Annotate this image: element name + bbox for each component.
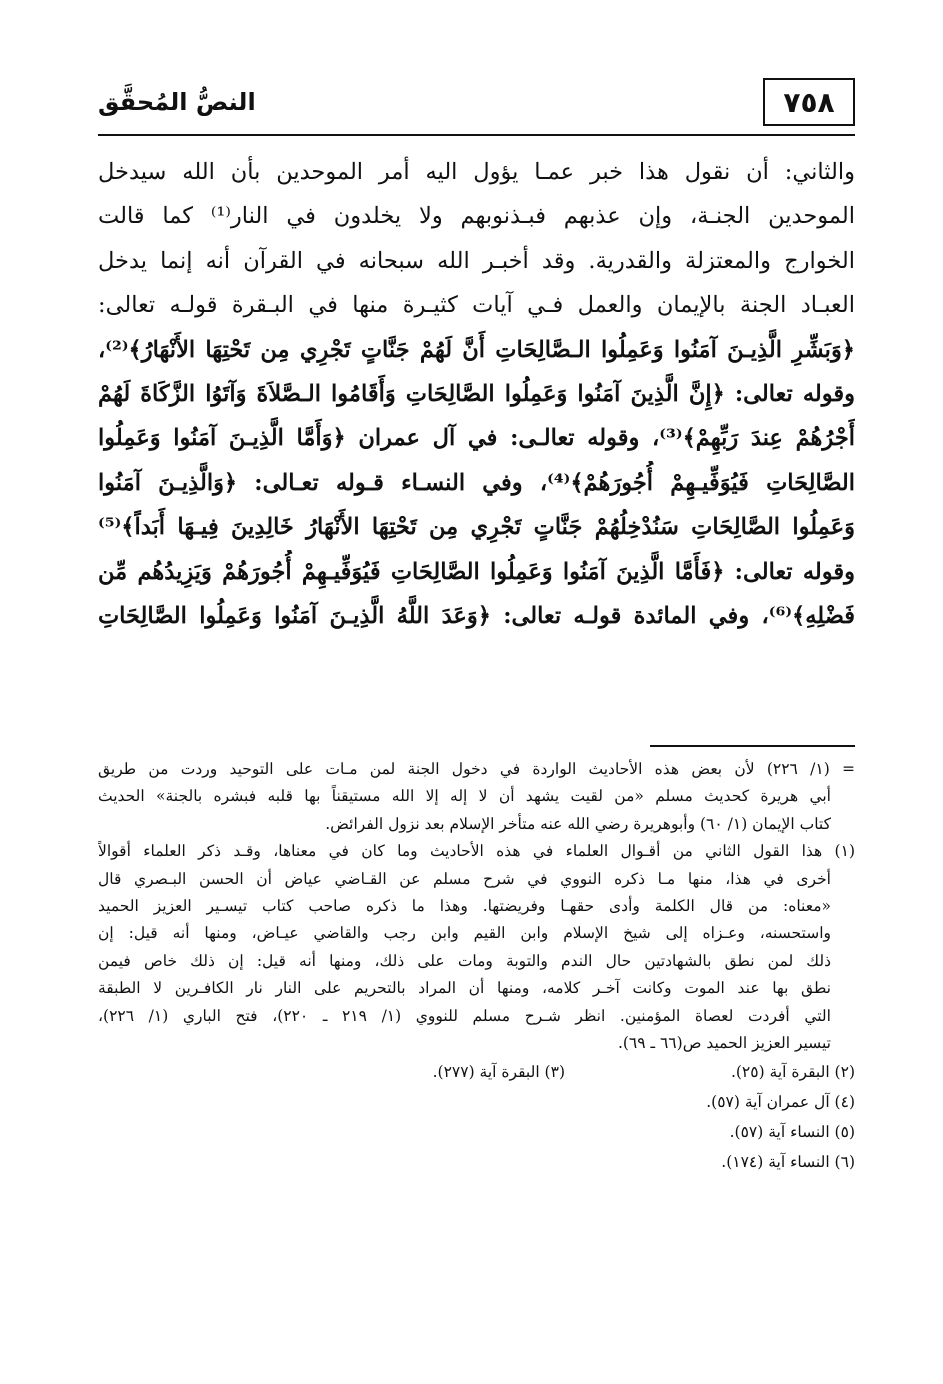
quran-verse-line: الصَّالِحَاتِ فَيُوَفِّيـهِمْ أُجُورَهُمْ﴾⁽⁴⁾، وفي النسـاء قـوله تعـالى: ﴿وَالَّذِيـنَ آمَنُوا xyxy=(98,469,855,496)
footnote-1-line: نطق بها عند الموت وكانت آخـر كلامه، ومنها أن المراد بالتحريم على النار نار الكافـرين لا الطبقة xyxy=(98,979,831,998)
footnote-6: (٦) النساء آية (١٧٤). xyxy=(721,1153,855,1172)
quran-verse-line: وَعَمِلُوا الصَّالِحَاتِ سَنُدْخِلُهُمْ جَنَّاتٍ تَجْرِي مِن تَحْتِهَا الأَنْهَارُ خَالِدِينَ فِيـهَا أَبَداً﴾⁽⁵⁾ xyxy=(98,514,855,541)
footnote-1-line: ذلك لمن نطق بالشهادتين حال الندم والتوبة ومات على ذلك، ومنها أنه قيل: إن ذلك خاص فيمن xyxy=(98,951,831,970)
footnote-continuation-line: أبي هريرة كحديث مسلم «من لقيت يشهد أن لا إله إلا الله مستيقناً بها قلبه فبشره بالجنة» الحديث xyxy=(98,787,831,806)
text-line: الموحدين الجنـة، وإن عذبهم فبـذنوبهم ولا يخلدون في النار⁽¹⁾ كما قالت xyxy=(98,203,855,230)
quran-verse-line: وقوله تعالى: ﴿إِنَّ الَّذِينَ آمَنُوا وَعَمِلُوا الصَّالِحَاتِ وَأَقَامُوا الـصَّلاَةَ وَآتَوُا الزَّكَاةَ لَهُمْ xyxy=(98,380,855,407)
footnote-2-3-row xyxy=(98,1057,855,1087)
footnote-1-line: «معناه: من قال الكلمة وأدى حقهـا وفريضتها. وهذا ما ذكره صاحب كتاب تيسـير العزيز الحميد xyxy=(98,896,831,915)
footnote-5: (٥) النساء آية (٥٧). xyxy=(729,1123,855,1142)
footnote-3: (٣) البقرة آية (٢٧٧). xyxy=(432,1063,565,1082)
footnote-1-line: التي أفردت لعصاة المؤمنين. انظر شـرح مسلم للنووي (١/ ٢١٩ ـ ٢٢٠)، فتح الباري (١/ ٢٢٦)، xyxy=(98,1006,831,1025)
quran-verse-line: ﴿وَبَشِّرِ الَّذِيـنَ آمَنُوا وَعَمِلُوا الـصَّالِحَاتِ أَنَّ لَهُمْ جَنَّاتٍ تَجْرِي مِن تَحْتِهَا الأَنْهَارُ﴾⁽²⁾، xyxy=(98,336,855,363)
footnote-1-line: أخرى في هذا، منها مـا ذكره النووي في شرح مسلم عن القـاضي عياض أن الحسن البـصري قال xyxy=(98,869,831,888)
footnote-4: (٤) آل عمران آية (٥٧). xyxy=(706,1093,855,1112)
main-text xyxy=(98,150,855,638)
page-header xyxy=(98,78,855,130)
quran-verse-line: أَجْرُهُمْ عِندَ رَبِّهِمْ﴾⁽³⁾، وقوله تعالـى: في آل عمران ﴿وَأَمَّا الَّذِيـنَ آمَنُوا وَعَمِلُوا xyxy=(98,425,855,452)
footnotes xyxy=(98,756,855,1177)
footnote-1-line: واستحسنه، وعـزاه إلى شيخ الإسلام وابن القيم وابن رجب والقاضي عيـاض، ومنها أنه قيل: إن xyxy=(98,924,831,943)
footnote-2: (٢) البقرة آية (٢٥). xyxy=(730,1063,855,1082)
text-line: والثاني: أن نقول هذا خبر عمـا يؤول اليه أمر الموحدين بأن الله سيدخل xyxy=(98,159,855,185)
page-number: ٧٥٨ xyxy=(763,78,855,126)
text-line: الخوارج والمعتزلة والقدرية. وقد أخبـر الله سبحانه في القرآن أنه إنما يدخل xyxy=(98,247,855,274)
footnote-continuation-line: كتاب الإيمان (١/ ٦٠) وأبوهريرة رضي الله عنه متأخر الإسلام بعد نزول الفرائض. xyxy=(325,814,831,833)
footnote-divider xyxy=(650,745,855,747)
footnote-1-line: تيسير العزيز الحميد ص(٦٦ ـ ٦٩). xyxy=(617,1033,831,1052)
header-divider xyxy=(98,134,855,136)
quran-verse-line: فَضْلِهِ﴾⁽⁶⁾، وفي المائدة قولـه تعالى: ﴿وَعَدَ اللَّهُ الَّذِيـنَ آمَنُوا وَعَمِلُوا الصَّالِحَاتِ xyxy=(98,602,855,629)
footnote-continuation-line: = (١/ ٢٢٦) لأن بعض هذه الأحاديث الواردة في دخول الجنة لمن مـات على التوحيد وردت من طريق xyxy=(98,760,855,778)
quran-verse-line: وقوله تعالى: ﴿فَأَمَّا الَّذِينَ آمَنُوا وَعَمِلُوا الصَّالِحَاتِ فَيُوَفِّيـهِمْ أُجُورَهُمْ وَيَزِيدُهُم مِّن xyxy=(98,558,855,585)
footnote-1-line: (١) هذا القول الثاني من أقـوال العلماء في هذه الأحاديث وما كان في معناها، وقـد ذكر العلماء أقوالاً xyxy=(98,842,855,861)
running-title: النصُّ المُحقَّق xyxy=(98,88,256,116)
text-line: العبـاد الجنة بالإيمان والعمل فـي آيات كثيـرة منها في البـقرة قولـه تعالى: xyxy=(98,292,855,319)
